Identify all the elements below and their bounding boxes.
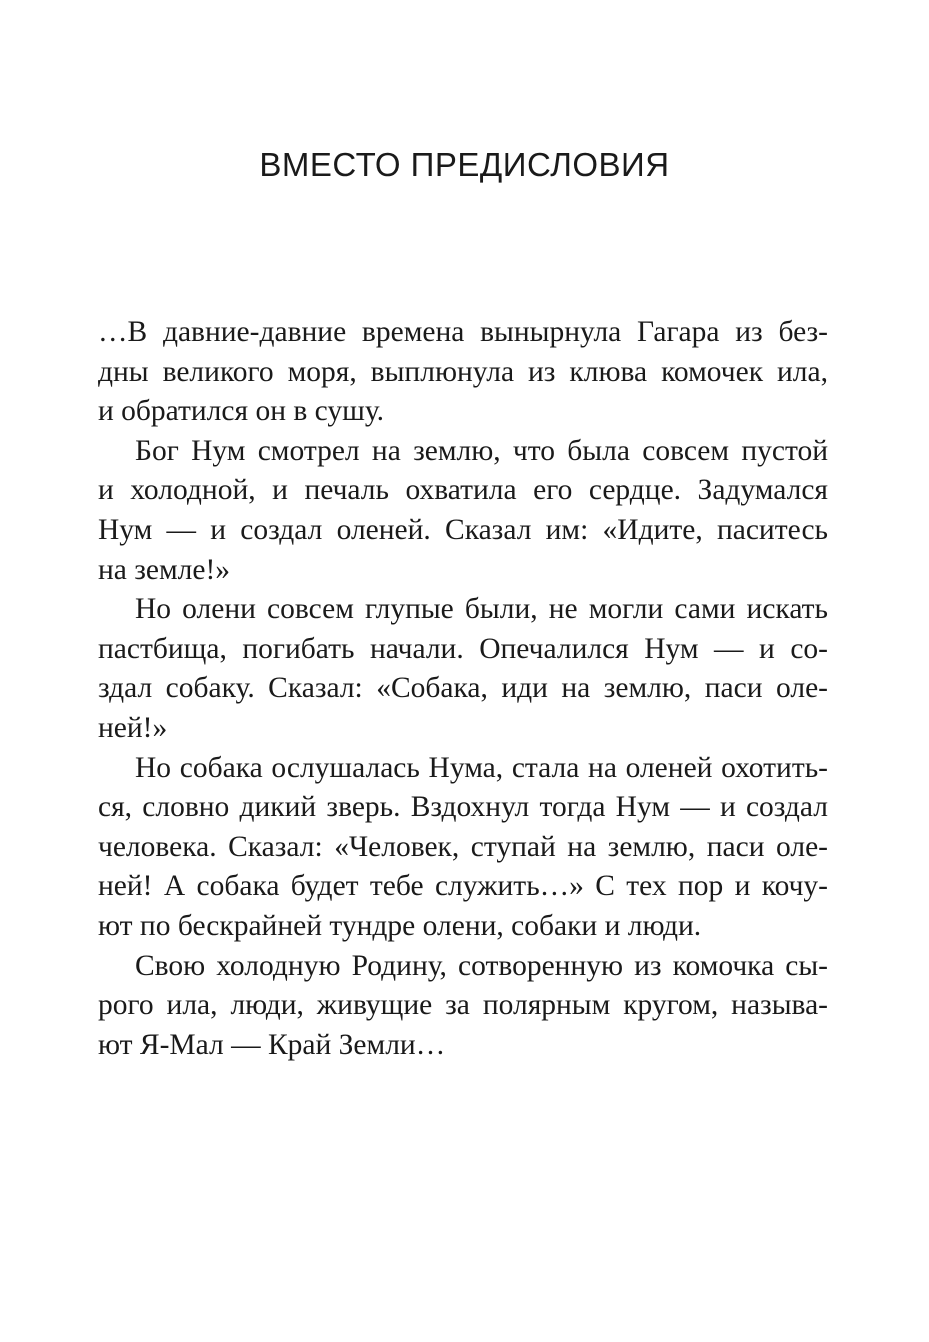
text-line: Но олени совсем глупые были, не могли сами искать [135,593,828,626]
paragraph-4 [98,749,828,947]
paragraph-5 [98,947,828,1066]
text-line: …В давние-давние времена вынырнула Гагара из без- [98,316,828,348]
text-line: Бог Нум смотрел на землю, что была совсем пустой [135,434,828,467]
text-line: дны великого моря, выплюнула из клюва комочек ила, [98,355,828,388]
text-line: Но собака ослушалась Нума, стала на оленей охотить- [135,751,828,784]
text-line: рого ила, люди, живущие за полярным кругом, называ- [98,989,828,1022]
text-line: ней!» [98,711,168,744]
paragraph-3 [98,590,828,748]
text-line: пастбища, погибать начали. Опечалился Нум — и со- [98,632,828,665]
text-line: и холодной, и печаль охватила его сердце. Задумался [98,474,828,507]
paragraph-2 [98,432,828,590]
text-line: здал собаку. Сказал: «Собака, иди на землю, паси оле- [98,672,828,705]
body-text [98,313,828,1065]
text-line: ют Я-Мал — Край Земли… [98,1028,446,1061]
text-line: ся, словно дикий зверь. Вздохнул тогда Нум — и создал [98,791,828,824]
text-line: ней! А собака будет тебе служить…» С тех пор и кочу- [98,870,828,903]
page-title: ВМЕСТО ПРЕДИСЛОВИЯ [259,146,670,183]
text-line: и обратился он в сушу. [98,395,384,428]
paragraph-1 [98,313,828,432]
text-line: на земле!» [98,553,231,586]
text-line: человека. Сказал: «Человек, ступай на землю, паси оле- [98,830,828,863]
text-line: Свою холодную Родину, сотворенную из комочка сы- [135,949,828,982]
text-line: Нум — и создал оленей. Сказал им: «Идите, паситесь [98,513,828,546]
text-line: ют по бескрайней тундре олени, собаки и люди. [98,909,702,942]
